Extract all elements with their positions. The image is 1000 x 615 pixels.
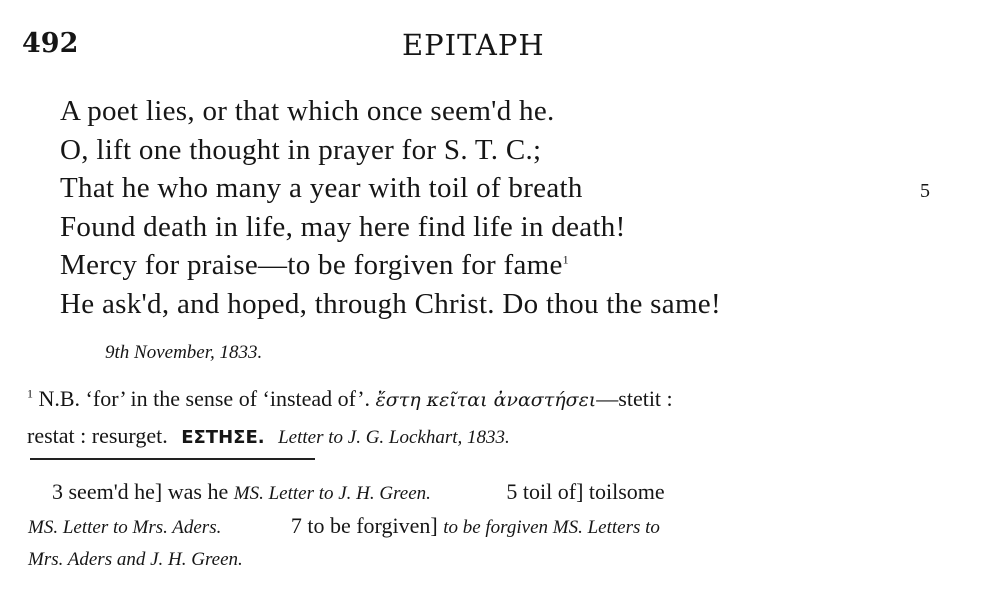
- poem-line-4: Found death in life, may here find life in death!: [60, 211, 626, 243]
- poem-line-2: O, lift one thought in prayer for S. T. C.;: [60, 134, 542, 166]
- apparatus-line-1: [52, 479, 665, 505]
- footnote-line-1: [27, 386, 673, 412]
- apparatus-entry3-b: to be forgiven MS. Letters to: [443, 517, 660, 538]
- poem-line-6: He ask'd, and hoped, through Christ. Do thou the same!: [60, 288, 721, 320]
- apparatus-line-2: [28, 513, 660, 539]
- poem-line-5: [60, 249, 569, 282]
- apparatus-entry3-a: 7 to be forgiven]: [290, 513, 438, 538]
- footnote-citation: Letter to J. G. Lockhart, 1833.: [278, 427, 510, 448]
- page-title: EPITAPH: [402, 28, 545, 62]
- footnote-marker: 1: [27, 386, 33, 401]
- footnote-text-a: N.B. ‘for’ in the sense of ‘instead of’.: [38, 386, 371, 411]
- apparatus-entry1-a: 3 seem'd he] was he: [52, 479, 229, 504]
- apparatus-entry3-c: Mrs. Aders and J. H. Green.: [28, 549, 243, 570]
- footnote-line2-a: restat : resurget.: [27, 423, 168, 448]
- apparatus-line-3: [28, 545, 243, 571]
- apparatus-entry1-b: MS. Letter to J. H. Green.: [233, 483, 431, 504]
- footnote-line-2: [27, 423, 510, 449]
- poem-line-3: That he who many a year with toil of breath: [60, 172, 583, 204]
- footnote-divider: [30, 458, 315, 460]
- line-number-marker: 5: [920, 180, 930, 202]
- footnote-greek: ἔστη κεῖται ἀναστήσει: [375, 389, 597, 411]
- apparatus-entry2-a: 5 toil of] toilsome: [506, 479, 665, 504]
- footnote-text-b: —stetit :: [596, 386, 673, 411]
- footnote-reference: 1: [562, 252, 569, 267]
- poem-line-1: A poet lies, or that which once seem'd he.: [60, 95, 555, 127]
- apparatus-entry2-b: MS. Letter to Mrs. Aders.: [28, 517, 222, 538]
- page-number: 492: [22, 28, 79, 59]
- footnote-greek-caps: ΕΣΤΗΣΕ.: [181, 427, 265, 448]
- poem-line-5-text: Mercy for praise—to be forgiven for fame: [60, 249, 563, 281]
- poem-date: 9th November, 1833.: [105, 342, 263, 363]
